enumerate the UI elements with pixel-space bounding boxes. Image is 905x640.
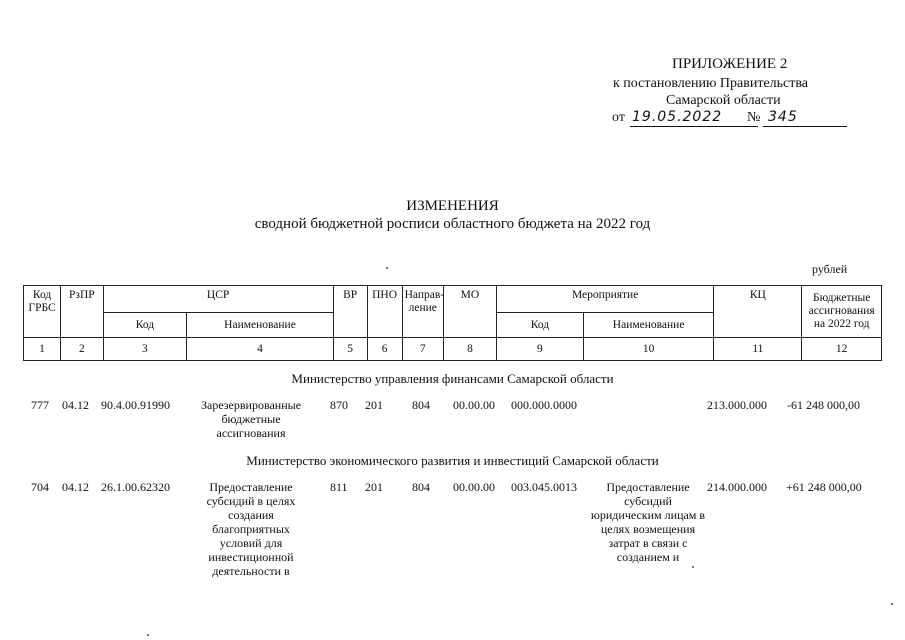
scan-speck (147, 634, 149, 636)
row-rzpr: 04.12 (62, 398, 89, 412)
header-budget: Бюджетные ассигнования на 2022 год (802, 286, 882, 338)
scan-speck (891, 603, 893, 605)
units-label: рублей (812, 262, 848, 276)
annex-resolution-line: к постановлению Правительства (613, 76, 809, 91)
scan-speck (692, 566, 694, 568)
header-rzpr: РзПР (61, 286, 103, 338)
row-grbs: 704 (31, 480, 49, 494)
header-direction: Направ-ление (402, 286, 443, 338)
row-csr-code: 26.1.00.62320 (101, 480, 170, 494)
header-table (23, 285, 882, 361)
col-number: 3 (103, 338, 187, 361)
header-vr: ВР (333, 286, 367, 338)
annex-date-line (612, 110, 852, 130)
row-kc: 213.000.000 (707, 398, 767, 412)
row-event-code: 000.000.0000 (511, 398, 577, 412)
number-underline (763, 126, 847, 127)
col-number: 4 (187, 338, 333, 361)
col-number: 9 (496, 338, 583, 361)
number-value: 345 (768, 109, 798, 125)
row-grbs: 777 (31, 398, 49, 412)
col-number: 2 (61, 338, 103, 361)
annex-region-line: Самарской области (666, 93, 781, 108)
row-csr-name: Предоставление субсидий в целях создания благоприятных условий для инвестиционной деятельности в (206, 480, 296, 578)
header-csr: ЦСР (103, 286, 333, 313)
row-amount: -61 248 000,00 (787, 398, 860, 412)
header-mo: МО (443, 286, 496, 338)
row-direction: 804 (412, 398, 430, 412)
header-csr-code: Код (103, 313, 187, 338)
row-amount: +61 248 000,00 (786, 480, 862, 494)
document-title: ИЗМЕНЕНИЯ (406, 198, 499, 214)
scan-speck (386, 267, 388, 269)
header-event: Мероприятие (496, 286, 713, 313)
row-mo: 00.00.00 (453, 480, 495, 494)
row-mo: 00.00.00 (453, 398, 495, 412)
row-event-name: Предоставление субсидий юридическим лицам в целях возмещения затрат в связи с созданием и (590, 480, 706, 564)
row-vr: 870 (330, 398, 348, 412)
annex-title: ПРИЛОЖЕНИЕ 2 (672, 56, 788, 72)
header-grbs: Код ГРБС (24, 286, 61, 338)
row-csr-name: Зарезервированные бюджетные ассигнования (200, 398, 302, 440)
header-kc: КЦ (714, 286, 802, 338)
col-number: 7 (402, 338, 443, 361)
number-prefix: № (747, 110, 761, 125)
date-value: 19.05.2022 (632, 109, 723, 125)
col-number: 11 (714, 338, 802, 361)
date-prefix: от (612, 110, 625, 125)
col-number: 6 (367, 338, 402, 361)
row-rzpr: 04.12 (62, 480, 89, 494)
row-csr-code: 90.4.00.91990 (101, 398, 170, 412)
header-event-code: Код (496, 313, 583, 338)
row-direction: 804 (412, 480, 430, 494)
col-number: 10 (583, 338, 713, 361)
row-event-code: 003.045.0013 (511, 480, 577, 494)
col-number: 12 (802, 338, 882, 361)
col-number: 5 (333, 338, 367, 361)
col-number: 1 (24, 338, 61, 361)
header-csr-name: Наименование (187, 313, 333, 338)
row-kc: 214.000.000 (707, 480, 767, 494)
document-subtitle: сводной бюджетной росписи областного бюджета на 2022 год (254, 216, 651, 232)
row-pno: 201 (365, 398, 383, 412)
row-vr: 811 (330, 480, 348, 494)
ministry-heading-finance: Министерство управления финансами Самарской области (291, 371, 614, 386)
header-pno: ПНО (367, 286, 402, 338)
ministry-heading-economy: Министерство экономического развития и инвестиций Самарской области (246, 453, 659, 468)
row-pno: 201 (365, 480, 383, 494)
date-underline (630, 126, 758, 127)
header-event-name: Наименование (583, 313, 713, 338)
col-number: 8 (443, 338, 496, 361)
